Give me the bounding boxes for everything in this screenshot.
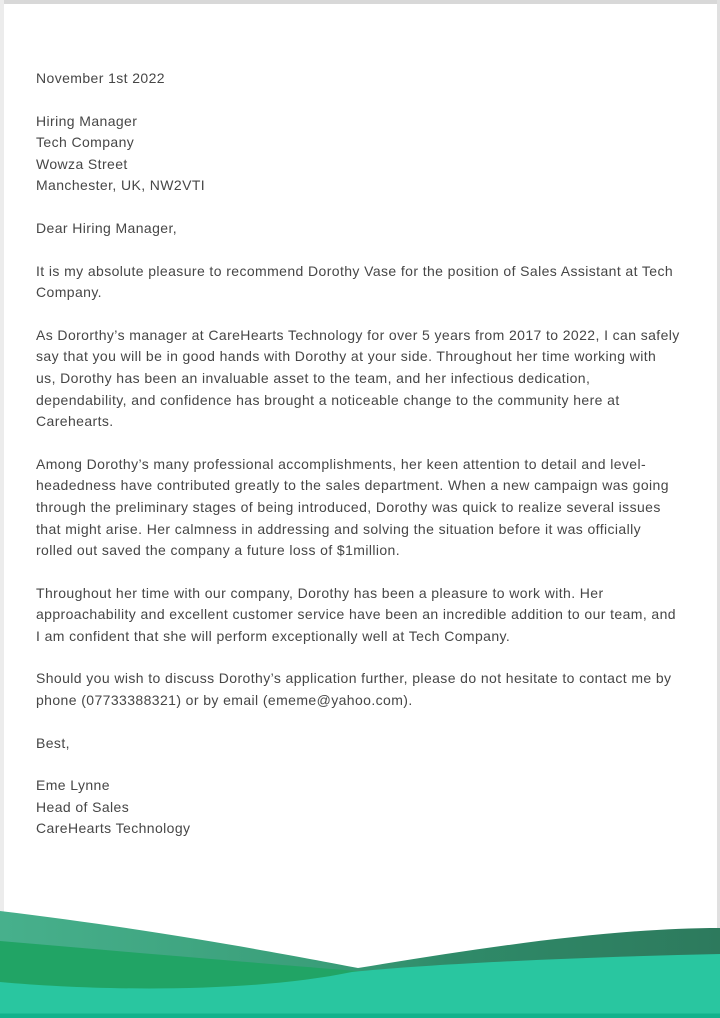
recipient-name: Hiring Manager	[36, 112, 138, 129]
signature-block	[36, 775, 680, 840]
salutation: Dear Hiring Manager,	[36, 219, 178, 236]
page-border-left	[0, 0, 4, 1018]
closing: Best,	[36, 734, 70, 751]
recipient-address-block	[36, 111, 680, 197]
footer-wave-decoration	[0, 903, 720, 1018]
signature-company: CareHearts Technology	[36, 820, 191, 837]
recipient-city: Manchester, UK, NW2VTI	[36, 177, 206, 194]
body-paragraph-5: Should you wish to discuss Dorothy’s application further, please do not hesitate to contact me by phone (07733388321) or by email (ememe@yahoo.com).	[36, 670, 672, 709]
body-paragraph-2: As Dororthy’s manager at CareHearts Technology for over 5 years from 2017 to 2022, I can safely say that you will be in good hands with Dorothy at your side. Throughout her time working with us, Dorothy has been an invaluable asset to the team, and her infectious dedication, dependability, and confidence has brought a noticeable change to the community here at Carehearts.	[36, 326, 680, 430]
letter-body	[36, 68, 680, 861]
body-paragraph-1: It is my absolute pleasure to recommend Dorothy Vase for the position of Sales Assistant at Tech Company.	[36, 262, 674, 301]
wave-bottom-strip	[0, 1014, 720, 1018]
recipient-company: Tech Company	[36, 134, 135, 151]
page-border-top	[0, 0, 720, 4]
signature-title: Head of Sales	[36, 798, 130, 815]
signature-name: Eme Lynne	[36, 777, 110, 794]
recipient-street: Wowza Street	[36, 155, 128, 172]
body-paragraph-4: Throughout her time with our company, Dorothy has been a pleasure to work with. Her approachability and excellent customer service have been an incredible addition to our team, and I am confident that she will perform exceptionally well at Tech Company.	[36, 584, 676, 644]
letter-date: November 1st 2022	[36, 70, 165, 86]
body-paragraph-3: Among Dorothy’s many professional accomplishments, her keen attention to detail and level-headedness have contributed greatly to the sales department. When a new campaign was going through the preliminary stages of being introduced, Dorothy was quick to realize several issues that might arise. Her calmness in addressing and solving the situation before it was officially rolled out saved the company a future loss of $1million.	[36, 455, 669, 559]
